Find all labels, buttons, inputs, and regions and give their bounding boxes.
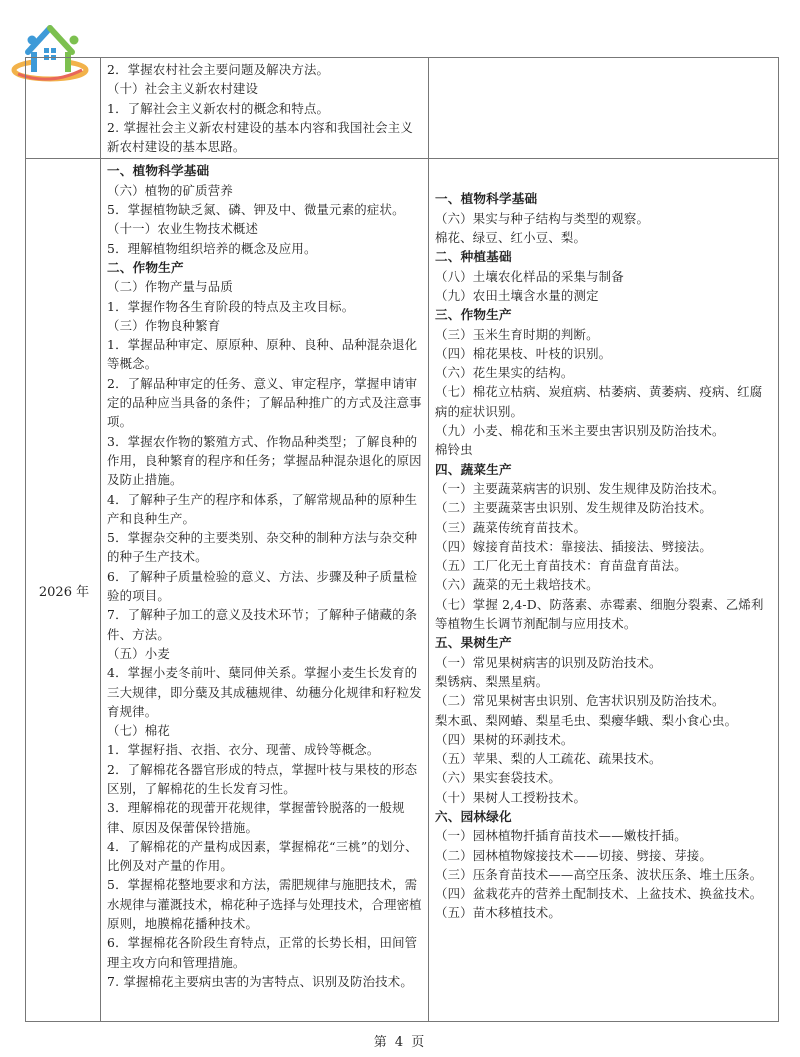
practice-cell <box>429 58 779 159</box>
subsection-title: （四）果树的环剥技术。 <box>435 731 574 747</box>
subsection-title: （四）盆栽花卉的营养土配制技术、上盆技术、换盆技术。 <box>435 886 763 902</box>
section-heading: 三、作物生产 <box>435 307 512 323</box>
list-item: 5．掌握杂交种的主要类别、杂交种的制种方法与杂交种的种子生产技术。 <box>107 530 418 565</box>
list-item: 梨锈病、梨黑星病。 <box>435 673 549 689</box>
list-item: 7. 掌握棉花主要病虫害的为害特点、识别及防治技术。 <box>107 973 413 989</box>
page-number: 第 4 页 <box>373 1035 427 1050</box>
list-item: 1．掌握籽指、衣指、衣分、现蕾、成铃等概念。 <box>107 742 380 758</box>
subsection-title: （六）果实与种子结构与类型的观察。 <box>435 210 650 226</box>
list-item: 1．掌握作物各生育阶段的特点及主攻目标。 <box>107 298 355 314</box>
list-item: 棉花、绿豆、红小豆、梨。 <box>435 230 587 246</box>
list-item: 棉铃虫 <box>435 442 473 458</box>
subsection-title: （三）作物良种繁育 <box>107 317 221 333</box>
list-item: 5．掌握棉花整地要求和方法，需肥规律与施肥技术，需水规律与灌溉技术，棉花种子选择与处理技术，合理密植原则，地膜棉花播种技术。 <box>107 877 422 932</box>
subsection-title: （一）常见果树病害的识别及防治技术。 <box>435 654 662 670</box>
subsection-title: （六）果实套袋技术。 <box>435 770 561 786</box>
list-item: 3．理解棉花的现蕾开花规律，掌握蕾铃脱落的一般规律、原因及保蕾保铃措施。 <box>107 800 405 835</box>
list-item: 梨木虱、梨网蝽、梨星毛虫、梨瘿华蛾、梨小食心虫。 <box>435 712 738 728</box>
syllabus-table <box>25 57 779 1022</box>
subsection-title: （六）蔬菜的无土栽培技术。 <box>435 577 599 593</box>
list-item: 3．掌握农作物的繁殖方式、作物品种类型；了解良种的作用，良种繁育的程序和任务；掌握品种混杂退化的原因及防止措施。 <box>107 433 422 488</box>
list-item: 4．了解种子生产的程序和体系，了解常规品种的原种生产和良种生产。 <box>107 491 418 526</box>
subsection-title: （五）工厂化无土育苗技术：育苗盘育苗法。 <box>435 558 687 574</box>
subsection-title: （六）植物的矿质营养 <box>107 182 233 198</box>
practice-cell <box>429 159 779 1022</box>
table-row <box>26 159 779 1022</box>
subsection-title: （六）花生果实的结构。 <box>435 365 574 381</box>
section-heading: 四、蔬菜生产 <box>435 461 512 477</box>
section-heading: 二、作物生产 <box>107 259 184 275</box>
subsection-title: （七）棉花立枯病、炭疽病、枯萎病、黄萎病、疫病、红腐病的症状识别。 <box>435 384 763 419</box>
list-item: 2．掌握农村社会主要问题及解决方法。 <box>107 62 330 77</box>
subsection-title: （一）主要蔬菜病害的识别、发生规律及防治技术。 <box>435 480 725 496</box>
subsection-title: （三）压条育苗技术——高空压条、波状压条、堆土压条。 <box>435 866 763 882</box>
subsection-title: （五）苹果、梨的人工疏花、疏果技术。 <box>435 751 662 767</box>
subsection-title: （二）常见果树害虫识别、危害状识别及防治技术。 <box>435 693 725 709</box>
list-item: 5．掌握植物缺乏氮、磷、钾及中、微量元素的症状。 <box>107 202 405 218</box>
list-item: 1．了解社会主义新农村的概念和特点。 <box>107 100 330 116</box>
subsection-title: （七）棉花 <box>107 723 170 739</box>
list-item: 6．掌握棉花各阶段生育特点，正常的长势长相，田间管理主攻方向和管理措施。 <box>107 935 418 970</box>
subsection-title: （三）玉米生育时期的判断。 <box>435 326 599 342</box>
subsection-title: （九）农田土壤含水量的测定 <box>435 287 599 303</box>
subsection-title: （二）主要蔬菜害虫识别、发生规律及防治技术。 <box>435 500 712 516</box>
subsection-title: （八）土壤农化样品的采集与制备 <box>435 268 624 284</box>
subsection-title: （四）嫁接育苗技术：靠接法、插接法、劈接法。 <box>435 538 712 554</box>
list-item: 4．掌握小麦冬前叶、蘖同伸关系。掌握小麦生长发育的三大规律，即分蘖及其成穗规律、幼穗分化规律和籽粒发育规律。 <box>107 665 422 719</box>
subsection-title: （五）苗木移植技术。 <box>435 905 561 921</box>
list-item: 2. 掌握社会主义新农村建设的基本内容和我国社会主义新农村建设的基本思路。 <box>107 119 413 155</box>
subsection-title: （一）园林植物扦插育苗技术——嫩枝扦插。 <box>435 828 687 844</box>
subsection-title: （四）棉花果枝、叶枝的识别。 <box>435 345 612 361</box>
list-item: 1．掌握品种审定、原原种、原种、良种、品种混杂退化等概念。 <box>107 337 418 372</box>
list-item: 2．了解品种审定的任务、意义、审定程序，掌握申请审定的品种应当具备的条件；了解品种推广的方式及注意事项。 <box>107 375 422 430</box>
list-item: 4．了解棉花的产量构成因素，掌握棉花“三桃”的划分、比例及对产量的作用。 <box>107 838 418 874</box>
subsection-title: （七）掌握 2,4-D、防落素、赤霉素、细胞分裂素、乙烯利等植物生长调节剂配制与应用技术。 <box>435 596 764 632</box>
section-heading: 一、植物科学基础 <box>107 163 210 179</box>
subsection-title: （十一）农业生物技术概述 <box>107 221 259 237</box>
subsection-title: （十）社会主义新农村建设 <box>107 81 259 97</box>
section-heading: 二、种植基础 <box>435 249 512 265</box>
subsection-title: （十）果树人工授粉技术。 <box>435 789 587 805</box>
section-heading: 六、园林绿化 <box>435 808 512 824</box>
subsection-title: （二）作物产量与品质 <box>107 279 233 295</box>
subsection-title: （五）小麦 <box>107 645 170 661</box>
year-cell <box>26 58 101 159</box>
subsection-title: （三）蔬菜传统育苗技术。 <box>435 519 587 535</box>
section-heading: 五、果树生产 <box>435 635 512 651</box>
list-item: 2．了解棉花各器官形成的特点，掌握叶枝与果枝的形态区别，了解棉花的生长发育习性。 <box>107 761 418 796</box>
list-item: 5．理解植物组织培养的概念及应用。 <box>107 240 317 256</box>
list-item: 6．了解种子质量检验的意义、方法、步骤及种子质量检验的项目。 <box>107 568 418 604</box>
subsection-title: （二）园林植物嫁接技术——切接、劈接、芽接。 <box>435 847 712 863</box>
requirements-cell <box>101 58 429 159</box>
section-heading: 一、植物科学基础 <box>435 191 538 207</box>
table-row <box>26 58 779 159</box>
subsection-title: （九）小麦、棉花和玉米主要虫害识别及防治技术。 <box>435 423 725 439</box>
year-cell: 2026 年 <box>26 159 101 1022</box>
list-item: 7．了解种子加工的意义及技术环节；了解种子储藏的条件、方法。 <box>107 607 418 642</box>
requirements-cell <box>101 159 429 1022</box>
